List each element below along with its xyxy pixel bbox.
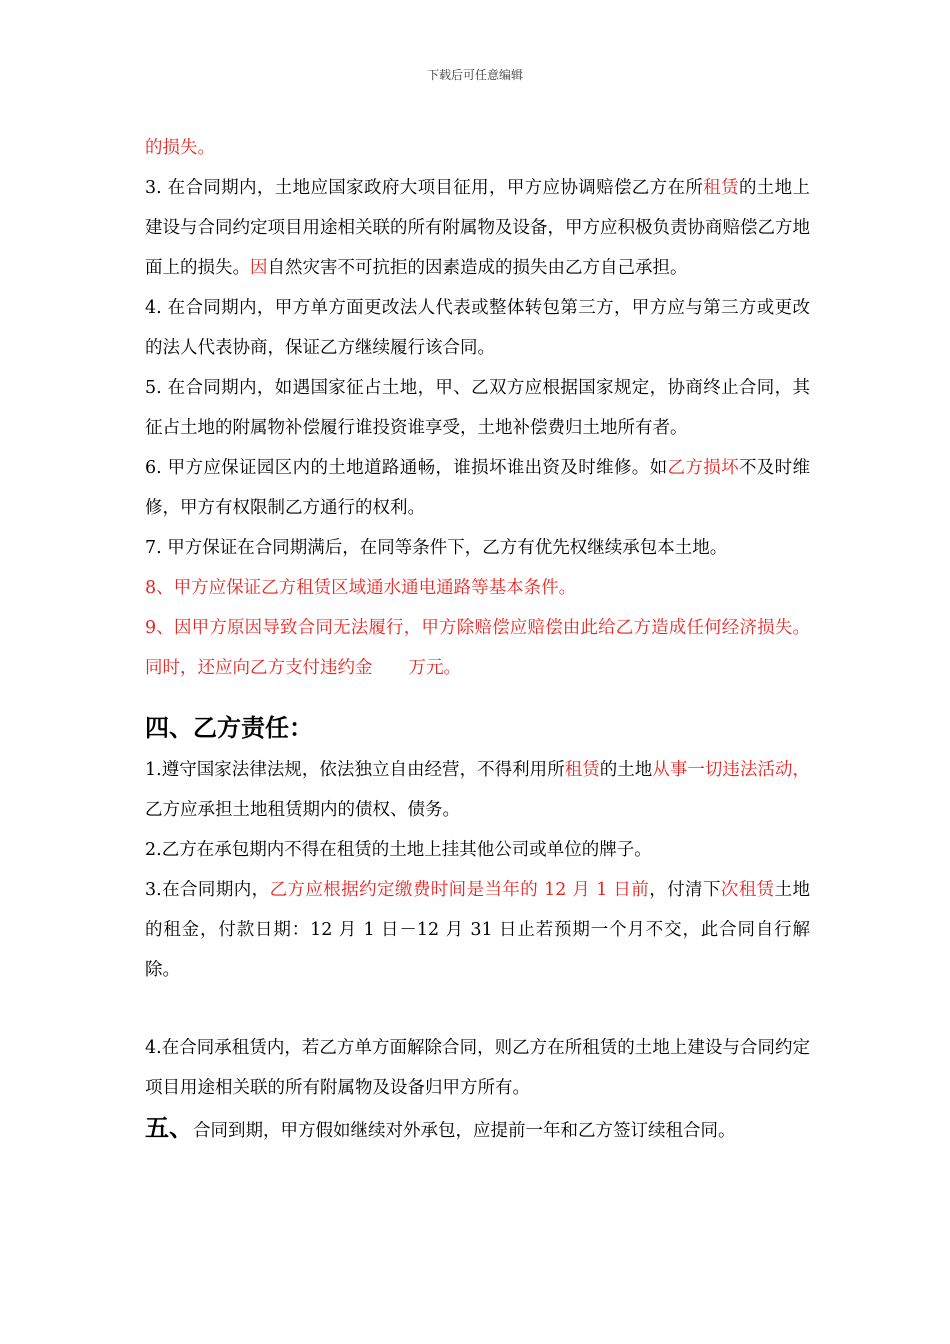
section-5-heading: 五、 (145, 1113, 193, 1142)
paragraph-continuation: 的损失。 (145, 138, 215, 158)
document-body (145, 128, 810, 1151)
clause-3-3: 3. 在合同期内，土地应国家政府大项目征用，甲方应协调赔偿乙方在所租赁的土地上建设与合同约定项目用途相关联的所有附属物及设备，甲方应积极负责协商赔偿乙方地面上的损失。因自然灾害不可抗拒的因素造成的损失由乙方自己承担。 (145, 178, 811, 278)
clause-3-5: 5. 在合同期内，如遇国家征占土地，甲、乙双方应根据国家规定，协商终止合同，其征占土地的附属物补偿履行谁投资谁享受，土地补偿费归土地所有者。 (145, 378, 810, 438)
page-header: 下载后可任意编辑 (426, 68, 523, 82)
clause-3-9: 9、因甲方原因导致合同无法履行，甲方除赔偿应赔偿由此给乙方造成任何经济损失。同时，还应向乙方支付违约金 万元。 (145, 618, 810, 678)
section-5: 五、合同到期，甲方假如继续对外承包，应提前一年和乙方签订续租合同。 (145, 1113, 736, 1142)
clause-3-4: 4. 在合同期内，甲方单方面更改法人代表或整体转包第三方，甲方应与第三方或更改的法人代表协商，保证乙方继续履行该合同。 (145, 298, 810, 358)
clause-4-3: 3.在合同期内，乙方应根据约定缴费时间是当年的 12 月 1 日前，付清下次租赁土地的租金，付款日期：12 月 1 日－12 月 31 日止若预期一个月不交，此合同自行解除。 (145, 880, 811, 980)
clause-3-6: 6. 甲方应保证园区内的土地道路通畅，谁损坏谁出资及时维修。如乙方损坏不及时维修，甲方有权限制乙方通行的权利。 (145, 458, 810, 518)
clause-3-7: 7. 甲方保证在合同期满后，在同等条件下，乙方有优先权继续承包本土地。 (145, 538, 728, 558)
section-4-heading: 四、乙方责任： (145, 713, 313, 742)
clause-4-1: 1.遵守国家法律法规，依法独立自由经营，不得利用所租赁的土地从事一切违法活动，乙方应承担土地租赁期内的债权、债务。 (145, 760, 811, 820)
clause-4-2: 2.乙方在承包期内不得在租赁的土地上挂其他公司或单位的牌子。 (145, 840, 652, 860)
clause-3-8: 8、甲方应保证乙方租赁区域通水通电通路等基本条件。 (145, 578, 577, 598)
clause-4-4: 4.在合同承租赁内，若乙方单方面解除合同，则乙方在所租赁的土地上建设与合同约定项目用途相关联的所有附属物及设备归甲方所有。 (145, 1038, 810, 1098)
